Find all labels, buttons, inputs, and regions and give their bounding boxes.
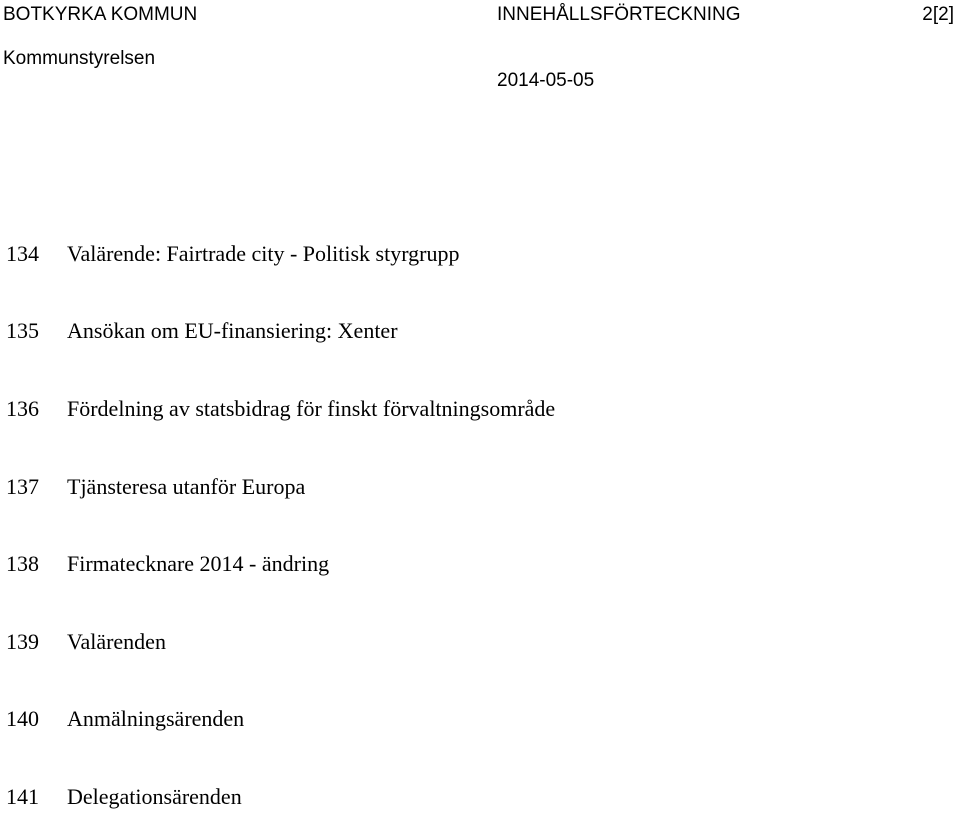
toc-item-title: Valärenden	[67, 629, 166, 654]
toc-item-number: 137	[6, 474, 39, 499]
toc-item-number: 141	[6, 784, 39, 809]
document-date: 2014-05-05	[497, 70, 595, 91]
toc-item-title: Anmälningsärenden	[67, 706, 245, 731]
page-number: 2[2]	[922, 4, 954, 25]
toc-item-number: 138	[6, 551, 39, 576]
toc-item-number: 140	[6, 706, 39, 731]
organization-name: BOTKYRKA KOMMUN	[3, 4, 198, 25]
toc-item-title: Firmatecknare 2014 - ändring	[67, 551, 330, 576]
toc-item-number: 139	[6, 629, 39, 654]
document-type: INNEHÅLLSFÖRTECKNING	[497, 4, 741, 25]
toc-item-title: Ansökan om EU-finansiering: Xenter	[67, 318, 398, 343]
toc-item-title: Delegationsärenden	[67, 784, 242, 809]
toc-item-title: Tjänsteresa utanför Europa	[67, 474, 306, 499]
toc-item-title: Fördelning av statsbidrag för finskt förvaltningsområde	[67, 396, 556, 421]
department-name: Kommunstyrelsen	[3, 48, 156, 69]
toc-item-number: 135	[6, 318, 39, 343]
toc-item-number: 134	[6, 241, 39, 266]
toc-item-number: 136	[6, 396, 39, 421]
toc-item-title: Valärende: Fairtrade city - Politisk styrgrupp	[67, 241, 460, 266]
